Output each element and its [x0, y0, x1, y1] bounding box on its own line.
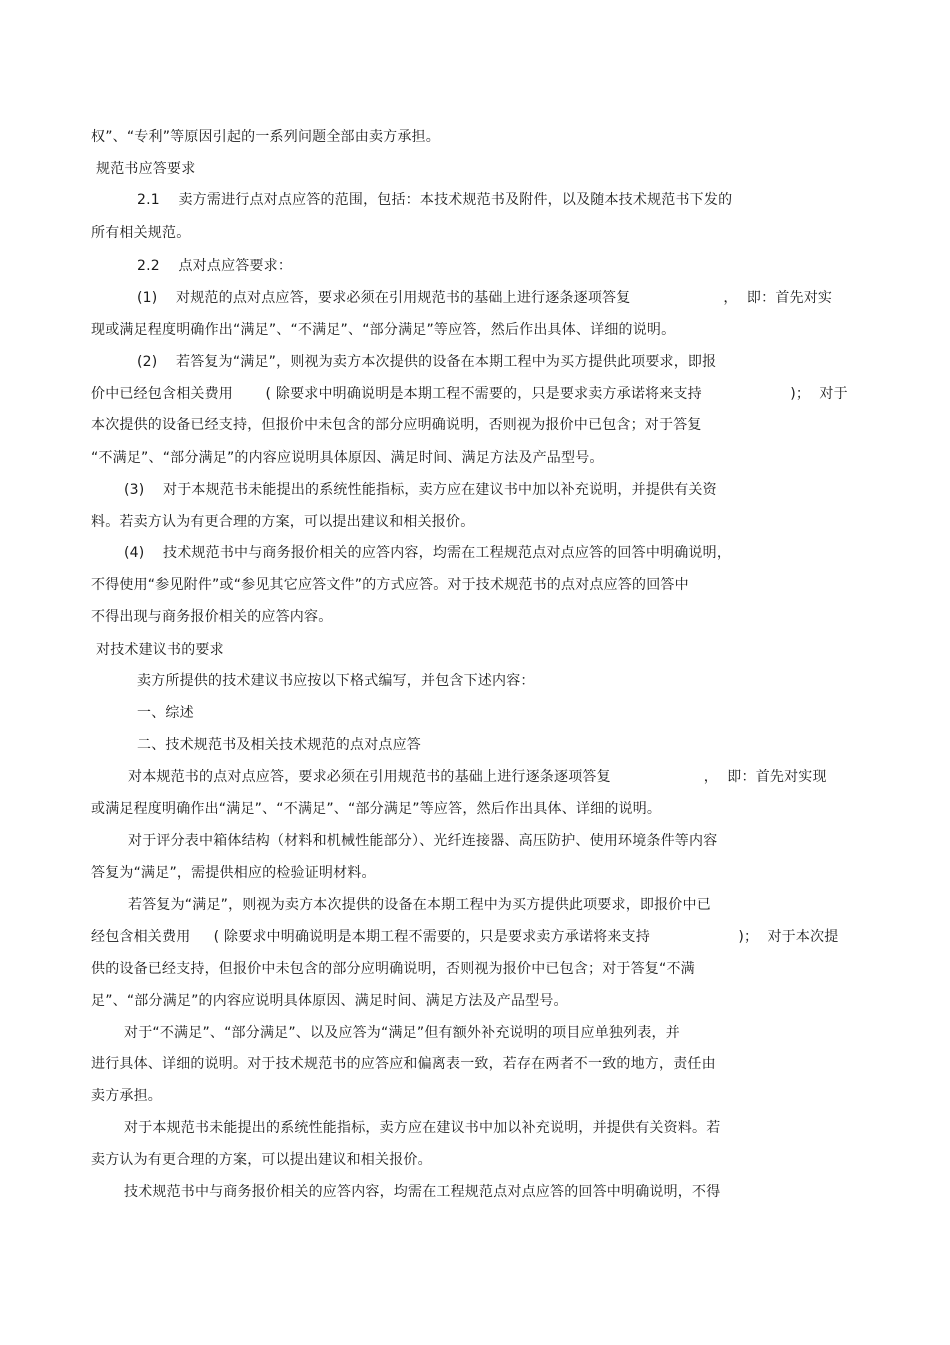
text-line: 对于评分表中箱体结构（材料和机械性能部分）、光纤连接器、高压防护、使用环境条件等内容	[128, 833, 718, 849]
text-line: 卖方认为有更合理的方案，可以提出建议和相关报价。	[91, 1152, 432, 1168]
text-line: 或满足程度明确作出“满足”、“不满足”、“部分满足”等应答，然后作出具体、详细的说明。	[91, 801, 662, 817]
text-line: 对于“不满足”、“部分满足”、以及应答为“满足”但有额外补充说明的项目应单独列表，并	[124, 1025, 680, 1041]
text-line: 对本规范书的点对点应答，要求必须在引用规范书的基础上进行逐条逐项答复 ， 即：首先对实现	[128, 769, 827, 785]
text-line: (4) 技术规范书中与商务报价相关的应答内容，均需在工程规范点对点应答的回答中明确说明，	[124, 545, 732, 561]
text-line: 供的设备已经支持，但报价中未包含的部分应明确说明，否则视为报价中已包含；对于答复“不满	[91, 961, 695, 977]
text-line: 料。若卖方认为有更合理的方案，可以提出建议和相关报价。	[91, 514, 475, 530]
text-line: 价中已经包含相关费用 ( 除要求中明确说明是本期工程不需要的，只是要求卖方承诺将来支持 )； 对于	[91, 386, 848, 402]
text-line: 足”、“部分满足”的内容应说明具体原因、满足时间、满足方法及产品型号。	[91, 993, 568, 1009]
section-heading: 对技术建议书的要求	[96, 642, 224, 658]
text-line: (3) 对于本规范书未能提出的系统性能指标，卖方应在建议书中加以补充说明，并提供有关资	[124, 482, 717, 498]
text-line: 进行具体、详细的说明。对于技术规范书的应答应和偏离表一致，若存在两者不一致的地方，责任由	[91, 1056, 716, 1072]
text-line: 若答复为“满足”，则视为卖方本次提供的设备在本期工程中为买方提供此项要求，即报价中已	[128, 897, 711, 913]
section-heading: 规范书应答要求	[96, 161, 196, 177]
text-line: 卖方所提供的技术建议书应按以下格式编写，并包含下述内容：	[137, 673, 535, 689]
text-line: 卖方承担。	[91, 1088, 162, 1104]
text-line: 所有相关规范。	[91, 225, 191, 241]
text-line: “不满足”、“部分满足”的内容应说明具体原因、满足时间、满足方法及产品型号。	[91, 450, 604, 466]
text-line: 答复为“满足”，需提供相应的检验证明材料。	[91, 865, 376, 881]
text-line: 二、技术规范书及相关技术规范的点对点应答	[137, 737, 421, 753]
text-line: 2.2 点对点应答要求：	[137, 258, 293, 274]
text-line: (1) 对规范的点对点应答，要求必须在引用规范书的基础上进行逐条逐项答复 ， 即：首先对实	[137, 290, 833, 306]
text-line: 一、综述	[137, 705, 194, 721]
text-line: 不得出现与商务报价相关的应答内容。	[91, 609, 333, 625]
text-line: 权”、“专利”等原因引起的一系列问题全部由卖方承担。	[91, 129, 440, 145]
text-line: 本次提供的设备已经支持，但报价中未包含的部分应明确说明，否则视为报价中已包含；对于答复	[91, 417, 702, 433]
text-line: 2.1 卖方需进行点对点应答的范围，包括：本技术规范书及附件，以及随本技术规范书下发的	[137, 192, 733, 208]
text-line: 技术规范书中与商务报价相关的应答内容，均需在工程规范点对点应答的回答中明确说明，不得	[124, 1184, 721, 1200]
text-line: 对于本规范书未能提出的系统性能指标，卖方应在建议书中加以补充说明，并提供有关资料。若	[124, 1120, 721, 1136]
text-line: 经包含相关费用 ( 除要求中明确说明是本期工程不需要的，只是要求卖方承诺将来支持 )； 对于本次提	[91, 929, 839, 945]
text-line: (2) 若答复为“满足”，则视为卖方本次提供的设备在本期工程中为买方提供此项要求，即报	[137, 354, 717, 370]
text-line: 不得使用“参见附件”或“参见其它应答文件”的方式应答。对于技术规范书的点对点应答的回答中	[91, 577, 689, 593]
text-line: 现或满足程度明确作出“满足”、“不满足”、“部分满足”等应答，然后作出具体、详细的说明。	[91, 322, 676, 338]
